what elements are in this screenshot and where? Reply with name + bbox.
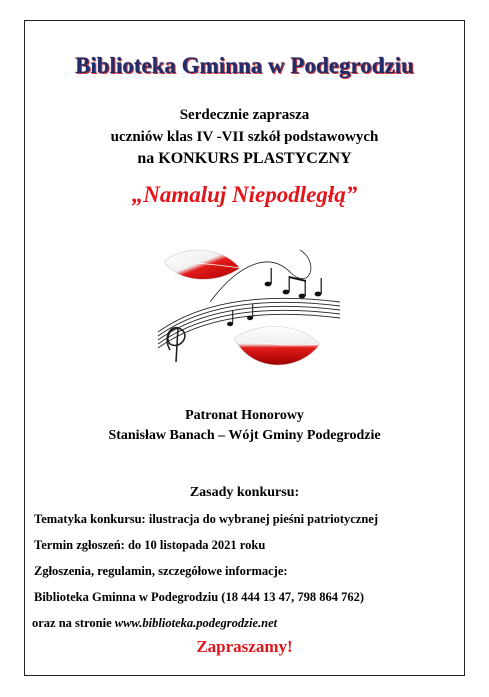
patronage-block [0, 406, 489, 446]
rules-heading: Zasady konkursu: [189, 485, 300, 500]
music-leaves-illustration [150, 232, 350, 392]
invitation-line-2: uczniów klas IV -VII szkół podstawowych [110, 129, 379, 145]
closing-text: Zapraszamy! [196, 637, 293, 656]
leaf-top-icon [164, 250, 240, 279]
library-title: Biblioteka Gminna w Podegrodziu [75, 53, 414, 78]
rules-theme: Tematyka konkursu: ilustracja do wybranej pieśni patriotycznej [34, 512, 378, 526]
rules-website [32, 616, 277, 631]
invitation-line-1: Serdecznie zaprasza [179, 107, 310, 123]
website-link[interactable]: www.biblioteka.podegrodzie.net [114, 616, 278, 630]
rules-deadline: Termin zgłoszeń: do 10 listopada 2021 roku [34, 538, 266, 552]
invitation-block [0, 104, 489, 170]
patronage-label: Patronat Honorowy [185, 408, 304, 423]
patronage-name: Stanisław Banach – Wójt Gminy Podegrodzie [108, 428, 381, 443]
rules-info: Zgłoszenia, regulamin, szczegółowe informacje: [34, 564, 288, 578]
leaf-bottom-icon [234, 327, 320, 366]
rules-web-prefix: oraz na stronie [32, 616, 112, 630]
rules-contact: Biblioteka Gminna w Podegrodziu (18 444 13 47, 798 864 762) [34, 590, 364, 604]
invitation-line-3: na KONKURS PLASTYCZNY [137, 150, 352, 167]
contest-slogan: „Namaluj Niepodległą” [131, 182, 358, 207]
